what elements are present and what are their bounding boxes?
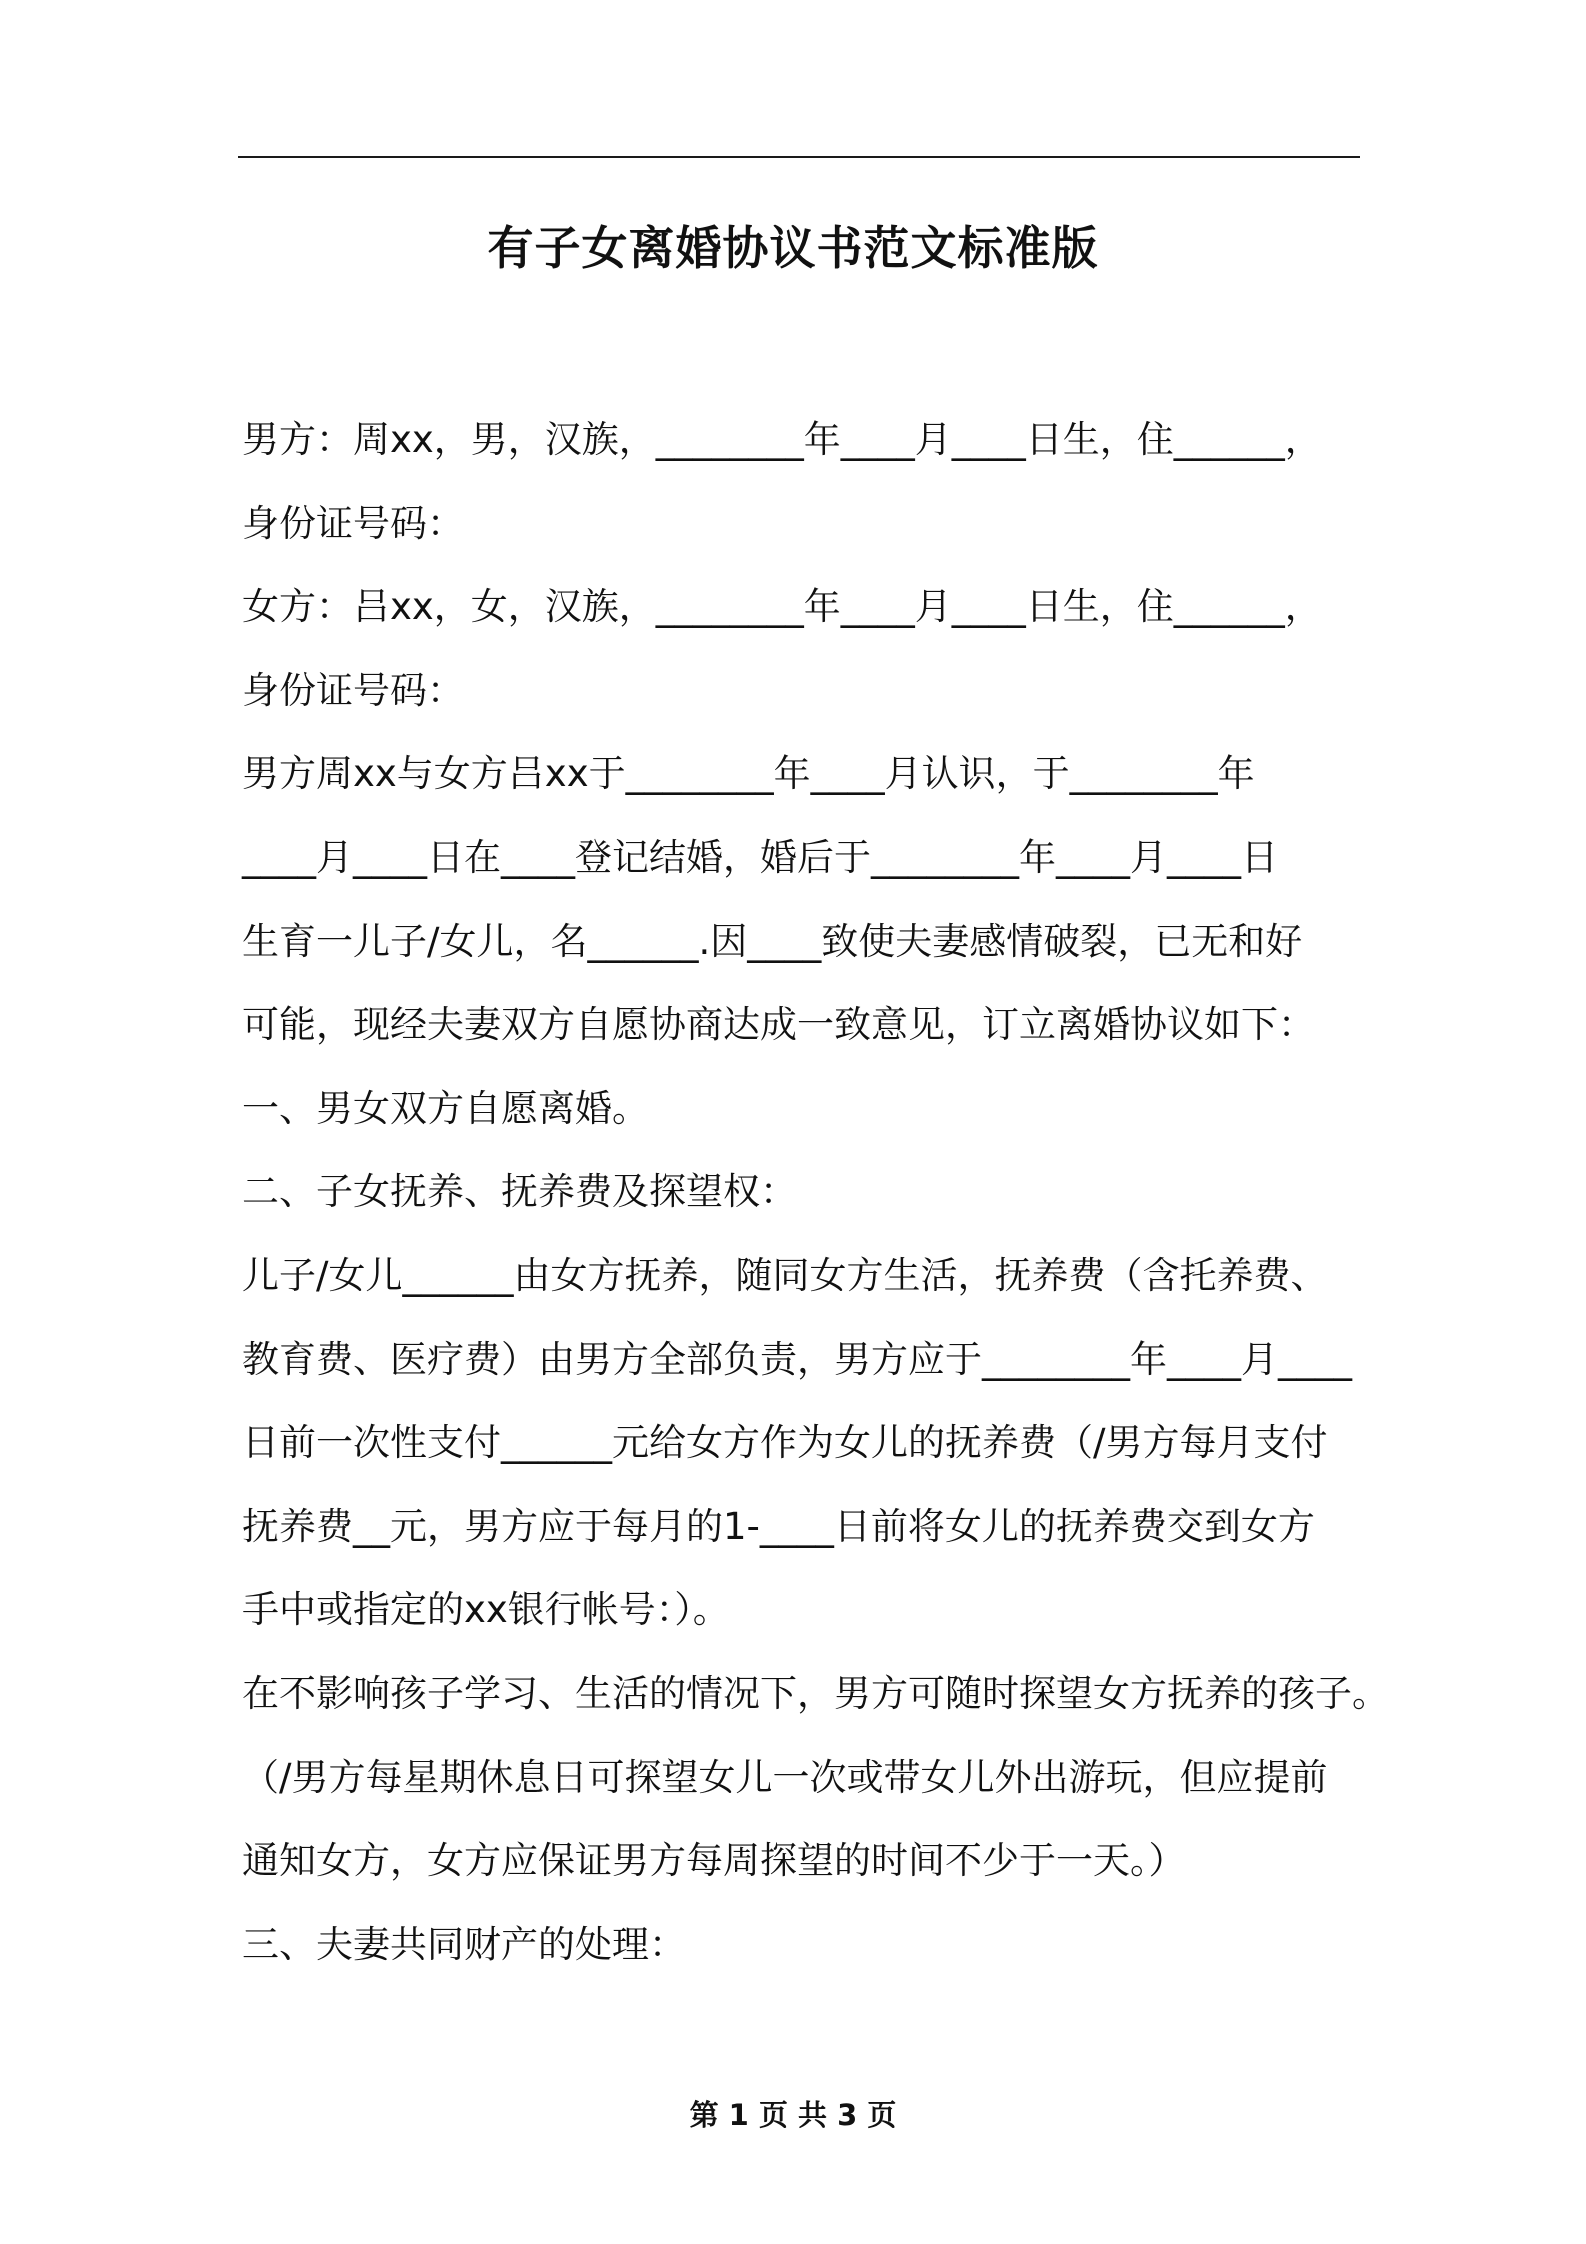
section-heading-3: 三、夫妻共同财产的处理：	[242, 1922, 686, 1966]
text-line: （/男方每星期休息日可探望女儿一次或带女儿外出游玩，但应提前	[242, 1755, 1328, 1799]
text-line: 生育一儿子/女儿，名______.因____致使夫妻感情破裂，已无和好	[242, 919, 1303, 963]
text-line: 手中或指定的xx银行帐号：）。	[242, 1588, 730, 1632]
text-line: 男方周xx与女方吕xx于________年____月认识，于________年	[242, 752, 1255, 796]
text-line: ____月____日在____登记结婚，婚后于________年____月____日	[242, 835, 1278, 879]
header-rule	[238, 156, 1360, 158]
section-heading-2: 二、子女抚养、抚养费及探望权：	[242, 1170, 797, 1214]
text-line: 儿子/女儿______由女方抚养，随同女方生活，抚养费（含托养费、	[242, 1253, 1328, 1297]
text-line-male-id: 身份证号码：	[242, 501, 464, 545]
text-line: 抚养费__元，男方应于每月的1-____日前将女儿的抚养费交到女方	[242, 1504, 1315, 1548]
section-heading-1: 一、男女双方自愿离婚。	[242, 1086, 649, 1130]
text-line: 通知女方，女方应保证男方每周探望的时间不少于一天。）	[242, 1839, 1186, 1883]
page-number-footer: 第 1 页 共 3 页	[689, 2098, 897, 2132]
text-line: 日前一次性支付______元给女方作为女儿的抚养费（/男方每月支付	[242, 1421, 1328, 1465]
text-line: 在不影响孩子学习、生活的情况下，男方可随时探望女方抚养的孩子。	[242, 1671, 1389, 1715]
text-line: 教育费、医疗费）由男方全部负责，男方应于________年____月____	[242, 1337, 1352, 1381]
document-body	[242, 398, 1389, 1986]
text-line-female-id: 身份证号码：	[242, 668, 464, 712]
document-title: 有子女离婚协议书范文标准版	[487, 221, 1099, 275]
text-line-female-party: 女方：吕xx，女，汉族，________年____月____日生，住______，	[242, 585, 1322, 629]
text-line-male-party: 男方：周xx，男，汉族，________年____月____日生，住______，	[242, 418, 1322, 461]
text-line: 可能，现经夫妻双方自愿协商达成一致意见，订立离婚协议如下：	[242, 1003, 1315, 1047]
